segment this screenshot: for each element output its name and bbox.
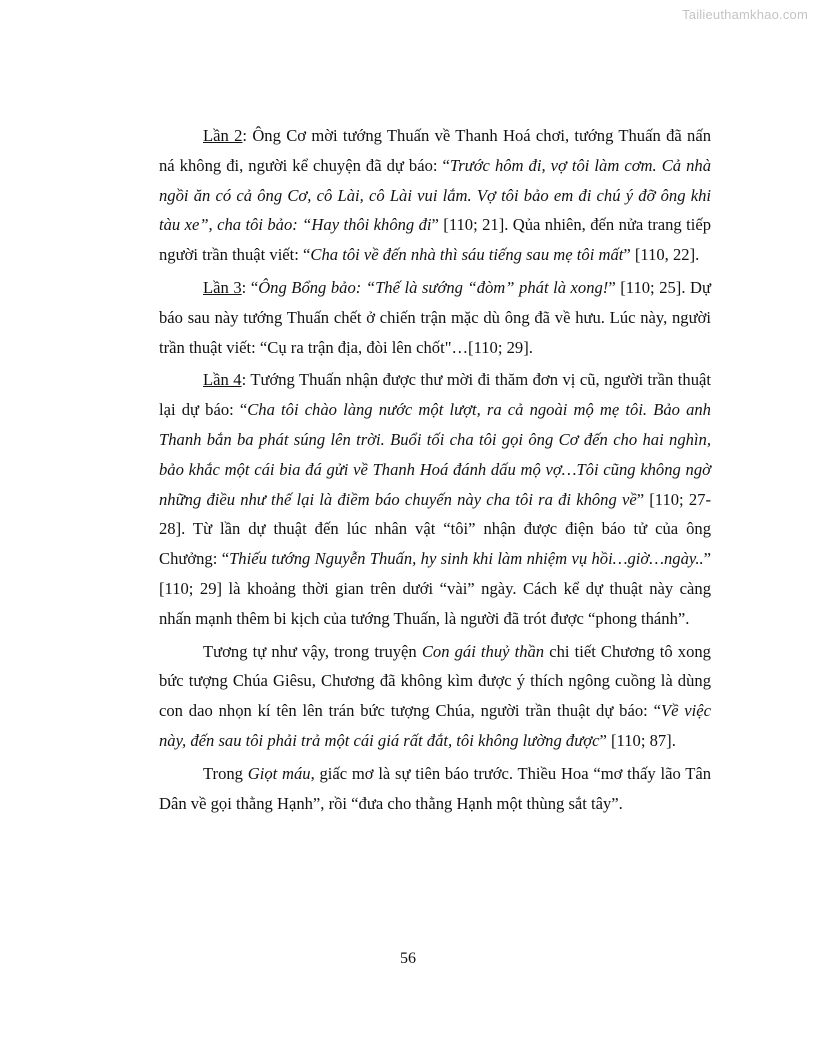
paragraph-label: Lần 2 (203, 126, 243, 145)
text-run: , giấc mơ là sự tiên báo trước. Thiều Hoa “mơ thấy lão Tân Dân về gọi thằng Hạnh”, rồi “đưa cho thằng Hạnh một thùng sắt tây”. (159, 763, 711, 813)
italic-quote: Cha tôi chào làng nước một lượt, ra cả ngoài mộ mẹ tôi. Bảo anh Thanh bắn ba phát súng lên trời. Buổi tối cha tôi gọi ông Cơ đến cho hai nghìn, bảo khắc một cái bia đá gửi về Thanh Hoá đánh dấu mộ vợ…Tôi cũng không ngờ những điều như thế lại là điềm báo chuyến này cha tôi ra đi không về (159, 400, 711, 509)
text-run: ” [110; 21]. Qủa nhiên, đến nửa trang tiếp người trần thuật viết: “ (159, 215, 711, 265)
text-run: ” [110; 25]. Dự báo sau này tướng Thuấn chết ở chiến trận mặc dù ông đã về hưu. Lúc này, người trần thuật viết: “Cụ ra trận địa, đòi lên chốt"…[110; 29]. (159, 277, 712, 357)
page-number: 56 (400, 950, 416, 967)
text-run: ” [110; 87]. (599, 730, 676, 750)
italic-quote: Cha tôi về đến nhà thì sáu tiếng sau mẹ tôi mất (310, 245, 624, 265)
paragraph-label: Lần 3 (203, 277, 242, 297)
text-run: Tương tự như vậy, trong truyện (203, 641, 422, 661)
italic-quote: Giọt máu (247, 763, 311, 783)
paragraph (159, 759, 711, 819)
text-run: ” [110; 27-28]. Từ lần dự thuật đến lúc nhân vật “tôi” nhận được điện báo tử của ông Chưởng: “ (159, 489, 711, 569)
italic-quote: Trước hôm đi, vợ tôi làm cơm. Cả nhà ngồi ăn có cả ông Cơ, cô Lài, cô Lài vui lắm. Vợ tôi bảo em đi chú ý đỡ ông khi tàu xe”, cha tôi bảo: “Hay thôi không đi (159, 155, 711, 235)
text-run: Trong (203, 763, 248, 783)
text-run: chi tiết Chương tô xong bức tượng Chúa Giêsu, Chương đã không kìm được ý thích ngông cuồng là dùng con dao nhọn kí tên lên trán bức tượng Chúa, người trần thuật dự báo: “ (159, 641, 711, 721)
watermark: Tailieuthamkhao.com (682, 7, 808, 22)
paragraph (159, 273, 711, 362)
text-run: : “ (241, 277, 259, 297)
text-run: : Ông Cơ mời tướng Thuấn về Thanh Hoá chơi, tướng Thuấn đã nấn ná không đi, người kể chuyện đã dự báo: “ (159, 126, 711, 175)
paragraph (159, 637, 711, 756)
paragraph (159, 365, 711, 633)
text-run: : Tướng Thuấn nhận được thư mời đi thăm đơn vị cũ, người trần thuật lại dự báo: “ (159, 370, 711, 420)
text-run: ” [110, 22]. (623, 245, 700, 265)
text-run: ” [110; 29] là khoảng thời gian trên dưới “vài” ngày. Cách kể dự thuật này càng nhấn mạnh thêm bi kịch của tướng Thuấn, là người đã trót được “phong thánh”. (159, 549, 711, 628)
italic-quote: Về việc này, đến sau tôi phải trả một cái giá rất đắt, tôi không lường được (159, 701, 712, 750)
paragraph (159, 121, 711, 270)
italic-quote: Ông Bổng bảo: “Thế là sướng “đòm” phát là xong! (258, 277, 609, 297)
italic-quote: Con gái thuỷ thần (421, 641, 545, 661)
italic-quote: Thiếu tướng Nguyễn Thuấn, hy sinh khi làm nhiệm vụ hồi…giờ…ngày.. (229, 549, 704, 569)
paragraph-label: Lần 4 (203, 370, 242, 390)
page-body (159, 121, 711, 821)
